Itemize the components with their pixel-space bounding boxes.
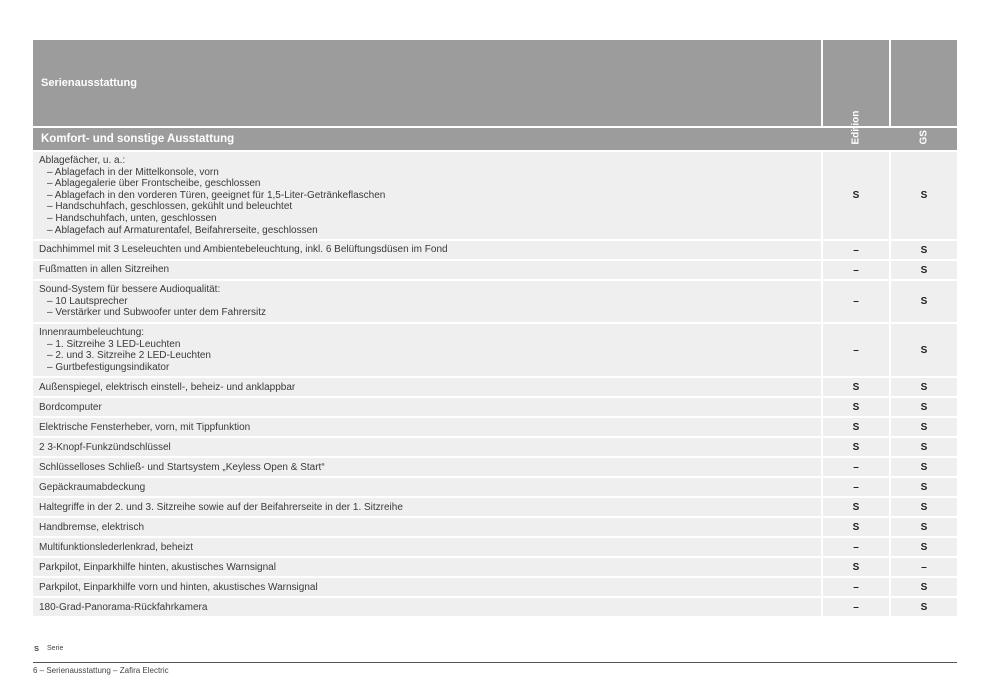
- value-gs: S: [889, 378, 957, 396]
- row-sub-item: – Verstärker und Subwoofer unter dem Fahrersitz: [47, 307, 266, 319]
- row-description: [33, 418, 821, 436]
- value-edition: –: [821, 578, 889, 596]
- row-label: Ablagefächer, u. a.:: [39, 155, 126, 166]
- value-gs: S: [889, 578, 957, 596]
- row-description: [33, 538, 821, 556]
- row-label: 180-Grad-Panorama-Rückfahrkamera: [39, 601, 208, 613]
- row-description: [33, 261, 821, 279]
- value-gs: –: [889, 558, 957, 576]
- table-row: [33, 261, 957, 279]
- row-description: [33, 281, 821, 322]
- value-edition: S: [821, 438, 889, 456]
- table-row: [33, 558, 957, 576]
- value-gs: S: [889, 398, 957, 416]
- value-edition: S: [821, 398, 889, 416]
- row-description: [33, 378, 821, 396]
- row-sub-item: – 1. Sitzreihe 3 LED-Leuchten: [47, 338, 181, 350]
- row-label: Parkpilot, Einparkhilfe hinten, akustisches Warnsignal: [39, 561, 276, 573]
- row-label: Schlüsselloses Schließ- und Startsystem „Keyless Open & Start“: [39, 461, 325, 473]
- legend: [34, 644, 63, 653]
- table-title: Serienausstattung: [41, 77, 137, 89]
- row-sub-item: – 10 Lautsprecher: [47, 295, 128, 307]
- value-edition: –: [821, 241, 889, 259]
- row-description: [33, 398, 821, 416]
- row-label: Haltegriffe in der 2. und 3. Sitzreihe sowie auf der Beifahrerseite in der 1. Sitzreihe: [39, 501, 403, 513]
- value-edition: –: [821, 324, 889, 376]
- value-gs: S: [889, 152, 957, 239]
- row-description: [33, 152, 821, 239]
- row-label: Gepäckraumabdeckung: [39, 481, 146, 493]
- table-row: [33, 498, 957, 516]
- row-label: Multifunktionslederlenkrad, beheizt: [39, 541, 193, 553]
- table-row: [33, 241, 957, 259]
- value-gs: S: [889, 458, 957, 476]
- value-gs: S: [889, 478, 957, 496]
- table-row: [33, 324, 957, 376]
- value-edition: –: [821, 281, 889, 322]
- value-gs: S: [889, 538, 957, 556]
- page-footer: 6 – Serienausstattung – Zafira Electric: [33, 666, 169, 675]
- row-sub-item: – Gurtbefestigungsindikator: [47, 361, 170, 373]
- table-row: [33, 458, 957, 476]
- table-row: [33, 578, 957, 596]
- table-row: [33, 152, 957, 239]
- row-sub-item: – Ablagegalerie über Frontscheibe, geschlossen: [47, 178, 261, 190]
- table-row: [33, 281, 957, 322]
- value-edition: S: [821, 378, 889, 396]
- row-description: [33, 241, 821, 259]
- row-label: Handbremse, elektrisch: [39, 521, 145, 533]
- row-sub-item: – 2. und 3. Sitzreihe 2 LED-Leuchten: [47, 350, 211, 362]
- row-sub-item: – Ablagefach auf Armaturentafel, Beifahrerseite, geschlossen: [47, 224, 318, 236]
- column-header-edition: Edition: [821, 40, 889, 126]
- table-row: [33, 378, 957, 396]
- row-description: [33, 558, 821, 576]
- table-row: [33, 478, 957, 496]
- table-row: [33, 418, 957, 436]
- value-edition: S: [821, 152, 889, 239]
- row-label: Sound-System für bessere Audioqualität:: [39, 284, 221, 296]
- value-gs: S: [889, 324, 957, 376]
- table-row: [33, 518, 957, 536]
- value-gs: S: [889, 281, 957, 322]
- row-description: [33, 324, 821, 376]
- row-sub-item: – Ablagefach in den vorderen Türen, geeignet für 1,5-Liter-Getränkeflaschen: [47, 189, 386, 201]
- row-label: Dachhimmel mit 3 Leseleuchten und Ambientebeleuchtung, inkl. 6 Belüftungsdüsen im Fond: [39, 244, 448, 256]
- row-description: [33, 518, 821, 536]
- value-edition: –: [821, 598, 889, 616]
- table-row: [33, 398, 957, 416]
- row-description: [33, 578, 821, 596]
- equipment-table: [33, 40, 957, 616]
- value-gs: S: [889, 241, 957, 259]
- row-description: [33, 458, 821, 476]
- row-label: Außenspiegel, elektrisch einstell-, beheiz- und anklappbar: [39, 381, 296, 393]
- row-description: [33, 438, 821, 456]
- value-edition: –: [821, 261, 889, 279]
- column-header-gs: GS: [889, 40, 957, 126]
- legend-text: Serie: [47, 645, 64, 652]
- value-gs: S: [889, 598, 957, 616]
- footer-divider: [33, 662, 957, 663]
- value-edition: –: [821, 458, 889, 476]
- value-edition: S: [821, 498, 889, 516]
- row-description: [33, 478, 821, 496]
- value-gs: S: [889, 418, 957, 436]
- row-label: Parkpilot, Einparkhilfe vorn und hinten, akustisches Warnsignal: [39, 581, 318, 593]
- value-gs: S: [889, 498, 957, 516]
- value-gs: S: [889, 438, 957, 456]
- value-edition: –: [821, 538, 889, 556]
- row-label: Innenraumbeleuchtung:: [39, 326, 145, 338]
- row-label: Fußmatten in allen Sitzreihen: [39, 264, 170, 276]
- table-row: [33, 538, 957, 556]
- legend-symbol: S: [34, 644, 40, 653]
- table-body: [33, 152, 957, 616]
- value-gs: S: [889, 261, 957, 279]
- section-header: Komfort- und sonstige Ausstattung: [33, 128, 957, 150]
- row-label: 2 3-Knopf-Funkzündschlüssel: [39, 441, 171, 453]
- table-row: [33, 438, 957, 456]
- row-sub-item: – Ablagefach in der Mittelkonsole, vorn: [47, 166, 219, 178]
- value-edition: –: [821, 478, 889, 496]
- row-description: [33, 598, 821, 616]
- value-gs: S: [889, 518, 957, 536]
- row-label: Bordcomputer: [39, 401, 102, 413]
- row-sub-item: – Handschuhfach, unten, geschlossen: [47, 212, 217, 224]
- row-sub-item: – Handschuhfach, geschlossen, gekühlt und beleuchtet: [47, 201, 293, 213]
- table-row: [33, 598, 957, 616]
- value-edition: S: [821, 418, 889, 436]
- row-description: [33, 498, 821, 516]
- row-label: Elektrische Fensterheber, vorn, mit Tippfunktion: [39, 421, 251, 433]
- value-edition: S: [821, 558, 889, 576]
- value-edition: S: [821, 518, 889, 536]
